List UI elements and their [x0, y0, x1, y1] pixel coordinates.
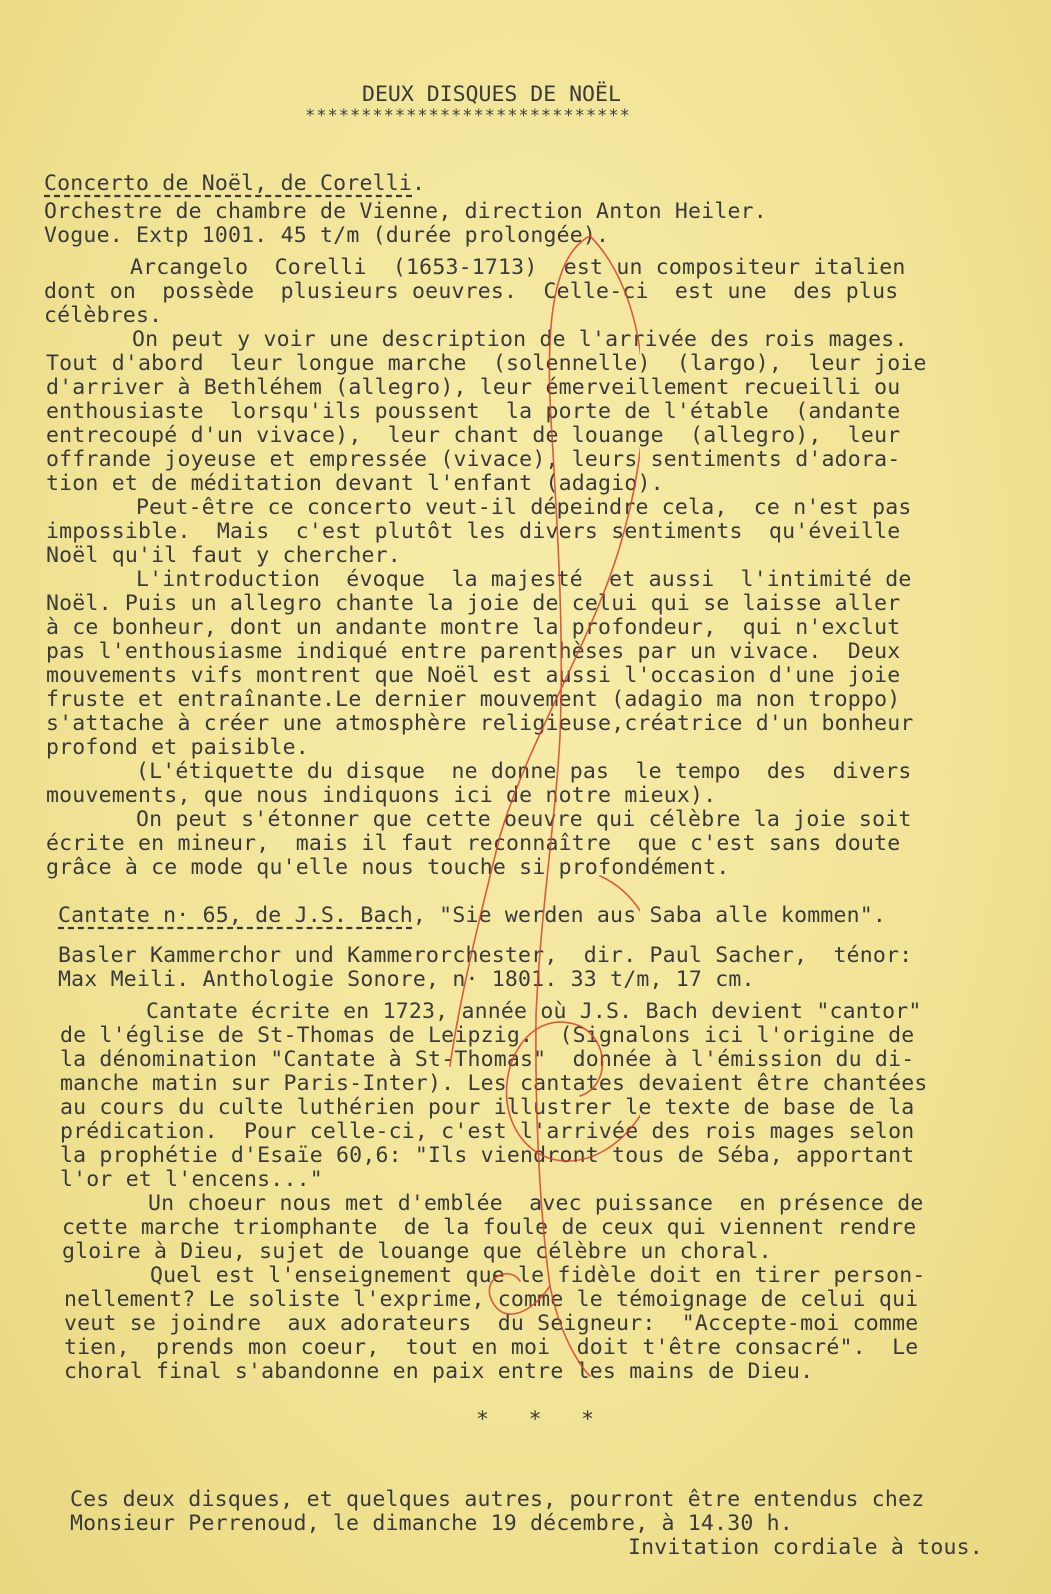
text-line: pas l'enthousiasme indiqué entre parenthèses par un vivace. Deux	[46, 639, 901, 664]
text-line: tien, prends mon coeur, tout en moi doit t'être consacré". Le	[64, 1335, 919, 1360]
text-line: profond et paisible.	[46, 735, 309, 760]
text-line: Cantate écrite en 1723, année où J.S. Bach devient "cantor"	[146, 999, 922, 1024]
text-line: grâce à ce mode qu'elle nous touche si profondément.	[46, 855, 730, 880]
separator-stars: * * *	[476, 1407, 595, 1432]
text-line: Arcangelo Corelli (1653-1713) est un compositeur italien	[130, 255, 906, 280]
signoff: Invitation cordiale à tous.	[628, 1535, 983, 1560]
text-line: célèbres.	[44, 303, 163, 328]
text-line: s'attache à créer une atmosphère religieuse,créatrice d'un bonheur	[46, 711, 914, 736]
text-line: dont on possède plusieurs oeuvres. Celle-ci est une des plus	[44, 279, 899, 304]
text-line: prédication. Pour celle-ci, c'est l'arrivée des rois mages selon	[60, 1119, 915, 1144]
text-line: Vogue. Extp 1001. 45 t/m (durée prolongée).	[44, 223, 610, 248]
section2-heading-rest: , "Sie werden aus Saba alle kommen".	[412, 903, 887, 928]
text-line: Un choeur nous met d'emblée avec puissance en présence de	[148, 1191, 924, 1216]
document-title: DEUX DISQUES DE NOËL	[362, 82, 621, 107]
text-line: Monsieur Perrenoud, le dimanche 19 décembre, à 14.30 h.	[70, 1511, 793, 1536]
text-line: Noël qu'il faut y chercher.	[46, 543, 401, 568]
text-line: L'introduction évoque la majesté et aussi l'intimité de	[136, 567, 912, 592]
text-line: Orchestre de chambre de Vienne, direction Anton Heiler.	[44, 199, 767, 224]
text-line: offrande joyeuse et empressée (vivace), leurs sentiments d'adora-	[46, 447, 901, 472]
text-line: entrecoupé d'un vivace), leur chant de louange (allegro), leur	[46, 423, 901, 448]
text-line: On peut s'étonner que cette oeuvre qui célèbre la joie soit	[136, 807, 912, 832]
text-line: gloire à Dieu, sujet de louange que célèbre un choral.	[62, 1239, 772, 1264]
section1-heading: Concerto de Noël, de Corelli	[44, 171, 413, 196]
text-line: enthousiaste lorsqu'ils poussent la porte de l'étable (andante	[46, 399, 901, 424]
text-line: de l'église de St-Thomas de Leipzig. (Signalons ici l'origine de	[60, 1023, 915, 1048]
text-line: Basler Kammerchor und Kammerorchester, dir. Paul Sacher, ténor:	[58, 943, 913, 968]
text-line: d'arriver à Bethléhem (allegro), leur émerveillement recueilli ou	[46, 375, 901, 400]
text-line: à ce bonheur, dont un andante montre la profondeur, qui n'exclut	[46, 615, 901, 640]
text-line: Peut-être ce concerto veut-il dépeindre cela, ce n'est pas	[136, 495, 912, 520]
text-line: Ces deux disques, et quelques autres, pourront être entendus chez	[70, 1487, 925, 1512]
section1-heading-line	[44, 172, 425, 196]
text-line: tion et de méditation devant l'enfant (adagio).	[46, 471, 664, 496]
text-line: Noël. Puis un allegro chante la joie de celui qui se laisse aller	[46, 591, 901, 616]
text-line: nellement? Le soliste l'exprime, comme le témoignage de celui qui	[64, 1287, 919, 1312]
text-line: impossible. Mais c'est plutôt les divers sentiments qu'éveille	[46, 519, 901, 544]
text-line: cette marche triomphante de la foule de ceux qui viennent rendre	[62, 1215, 917, 1240]
text-line: écrite en mineur, mais il faut reconnaître que c'est sans doute	[46, 831, 901, 856]
text-line: Quel est l'enseignement que le fidèle doit en tirer person-	[150, 1263, 926, 1288]
text-line: Max Meili. Anthologie Sonore, n· 1801. 33 t/m, 17 cm.	[58, 967, 755, 992]
text-line: Tout d'abord leur longue marche (solennelle) (largo), leur joie	[46, 351, 927, 376]
text-line: la dénomination "Cantate à St-Thomas" donnée à l'émission du di-	[60, 1047, 915, 1072]
text-line: la prophétie d'Esaïe 60,6: "Ils viendront tous de Séba, apportant	[60, 1143, 915, 1168]
text-line: manche matin sur Paris-Inter). Les cantates devaient être chantées	[60, 1071, 928, 1096]
text-line: (L'étiquette du disque ne donne pas le tempo des divers	[136, 759, 912, 784]
section2-heading: Cantate n· 65, de J.S. Bach	[58, 903, 413, 928]
title-rule: *****************************	[305, 106, 631, 126]
text-line: On peut y voir une description de l'arrivée des rois mages.	[132, 327, 908, 352]
text-line: fruste et entraînante.Le dernier mouvement (adagio ma non troppo)	[46, 687, 901, 712]
section2-heading-line	[58, 904, 886, 928]
text-line: mouvements vifs montrent que Noël est aussi l'occasion d'une joie	[46, 663, 901, 688]
text-line: mouvements, que nous indiquons ici de notre mieux).	[46, 783, 717, 808]
text-line: veut se joindre aux adorateurs du Seigneur: "Accepte-moi comme	[64, 1311, 919, 1336]
section1-heading-end: .	[412, 171, 426, 196]
text-line: au cours du culte luthérien pour illustrer le texte de base de la	[60, 1095, 915, 1120]
text-line: choral final s'abandonne en paix entre les mains de Dieu.	[64, 1359, 814, 1384]
text-line: l'or et l'encens..."	[60, 1167, 323, 1192]
